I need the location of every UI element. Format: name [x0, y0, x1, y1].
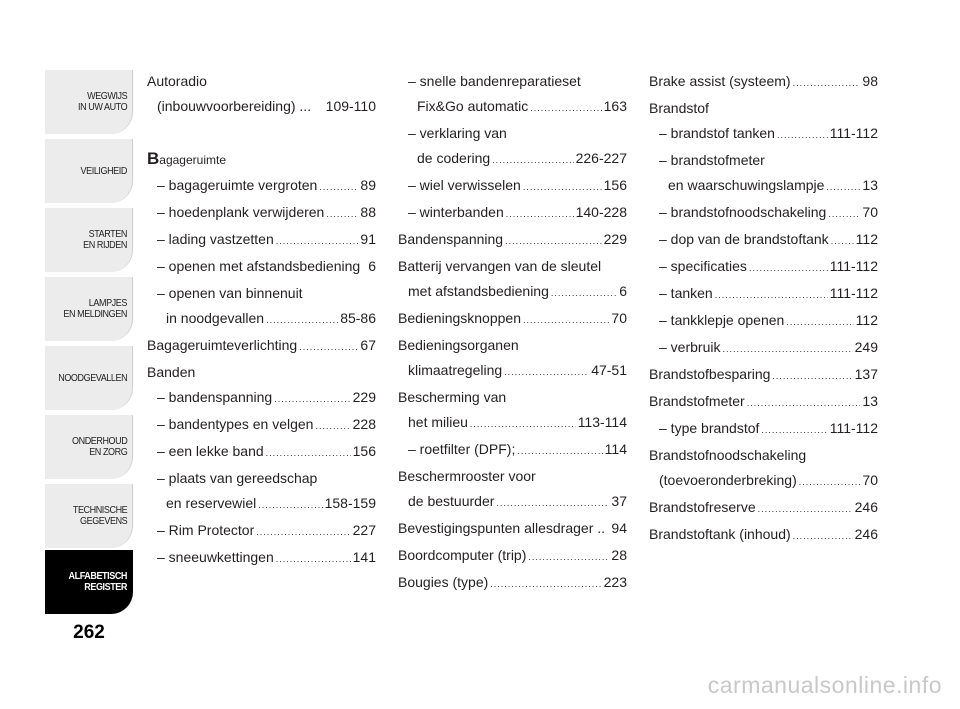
dot-leader — [276, 229, 359, 254]
dot-leader — [506, 202, 574, 227]
entry-label: – openen met afstandsbediening — [157, 258, 361, 274]
heading-initial: B — [147, 149, 160, 168]
index-entry[interactable] — [147, 200, 376, 227]
tab-onderhoud[interactable] — [45, 415, 133, 479]
entry-label: – brandstof tanken — [659, 125, 775, 141]
index-entry[interactable] — [649, 468, 878, 495]
dot-leader — [715, 283, 828, 308]
tab-label: TECHNISCHE GEGEVENS — [72, 504, 127, 527]
tab-label: LAMPJES EN MELDINGEN — [63, 297, 127, 320]
entry-label: Brandstofbesparing — [649, 366, 771, 382]
index-entry[interactable] — [649, 121, 878, 148]
entry-page-number: 113-114 — [577, 414, 627, 430]
dot-leader — [523, 175, 602, 200]
tab-wegwijs[interactable] — [45, 70, 133, 134]
tab-technische-gegevens[interactable] — [45, 484, 133, 548]
entry-page-number: 70 — [862, 472, 878, 488]
index-entry[interactable] — [147, 439, 376, 466]
entry-page-number: 89 — [360, 177, 376, 193]
index-entry[interactable] — [398, 227, 627, 254]
index-entry[interactable] — [649, 254, 878, 281]
index-entry[interactable] — [398, 94, 627, 121]
index-entry-text: – plaats van gereedschap — [157, 470, 318, 486]
dot-leader — [826, 175, 860, 200]
entry-page-number: 112 — [855, 231, 878, 247]
tab-label: WEGWIJS IN UW AUTO — [77, 90, 127, 113]
dot-leader — [490, 572, 601, 597]
tab-label: ONDERHOUD EN ZORG — [71, 435, 127, 458]
index-entry[interactable] — [649, 281, 878, 308]
entry-label: – Rim Protector — [157, 522, 255, 538]
index-entry[interactable] — [649, 522, 878, 549]
entry-label: – bandentypes en velgen — [157, 416, 314, 432]
dot-leader — [722, 337, 852, 362]
dot-leader — [258, 493, 322, 518]
index-entry[interactable] — [398, 146, 627, 173]
entry-label: Brake assist (systeem) — [649, 73, 791, 89]
tab-label: NOODGEVALLEN — [58, 371, 127, 384]
entry-page-number: 70 — [611, 310, 627, 326]
entry-label: – tanken — [659, 285, 713, 301]
dot-leader — [758, 497, 853, 522]
entry-page-number: 111-112 — [829, 125, 878, 141]
entry-page-number: 226-227 — [575, 150, 627, 166]
dot-leader — [747, 391, 861, 416]
dot-leader — [772, 364, 852, 389]
entry-page-number: 114 — [604, 441, 627, 457]
index-entry[interactable] — [147, 227, 376, 254]
entry-label: en waarschuwingslampje — [668, 177, 825, 193]
index-entry[interactable] — [398, 200, 627, 227]
entry-page-number: 85-86 — [340, 310, 376, 326]
dot-leader — [266, 308, 338, 333]
dot-leader — [496, 491, 609, 516]
dot-leader — [828, 202, 860, 227]
entry-label: Bedieningsknoppen — [398, 310, 521, 326]
index-entry[interactable] — [398, 543, 627, 570]
index-entry-text: Autoradio — [147, 73, 207, 89]
entry-label: – sneeuwkettingen — [157, 549, 274, 565]
index-entry[interactable] — [649, 362, 878, 389]
index-entry[interactable] — [147, 491, 376, 518]
index-entry[interactable] — [398, 306, 627, 333]
entry-label: – bagageruimte vergroten — [157, 177, 318, 193]
index-entry[interactable] — [649, 495, 878, 522]
index-entry[interactable] — [147, 173, 376, 200]
tab-noodgevallen[interactable] — [45, 346, 133, 410]
dot-leader — [528, 545, 609, 570]
tab-label: STARTEN EN RIJDEN — [83, 228, 127, 251]
dot-leader — [777, 123, 828, 148]
index-entry[interactable] — [398, 489, 627, 516]
index-column-2 — [398, 69, 627, 597]
index-column-1 — [147, 69, 376, 572]
entry-label: Bevestigingspunten allesdrager .. — [398, 520, 606, 536]
entry-page-number: 13 — [862, 177, 878, 193]
index-entry[interactable] — [147, 518, 376, 545]
index-entry[interactable] — [398, 279, 627, 306]
index-entry-text: Brandstofnoodschakeling — [649, 447, 807, 463]
dot-leader — [793, 71, 861, 96]
tab-label: ALFABETISCH REGISTER — [68, 570, 127, 593]
dot-leader — [504, 360, 589, 385]
tab-alfabetisch-register[interactable] — [45, 550, 133, 614]
index-entry[interactable] — [649, 416, 878, 443]
dot-leader — [299, 335, 358, 360]
entry-page-number: 111-112 — [829, 285, 878, 301]
dot-leader — [256, 520, 350, 545]
entry-label: met afstandsbediening — [408, 283, 549, 299]
entry-page-number: 156 — [603, 177, 627, 193]
entry-label: Fix&Go automatic — [417, 98, 529, 114]
entry-label: de bestuurder — [408, 493, 495, 509]
index-entry[interactable] — [649, 335, 878, 362]
entry-label: – een lekke band — [157, 443, 264, 459]
entry-label: – dop van de brandstoftank — [659, 231, 829, 247]
dot-leader — [530, 96, 601, 121]
entry-page-number: 227 — [352, 522, 376, 538]
index-entry[interactable] — [147, 545, 376, 572]
entry-page-number: 228 — [352, 416, 376, 432]
entry-label: Brandstoftank (inhoud) — [649, 526, 791, 542]
index-entry[interactable] — [147, 412, 376, 439]
entry-label: – verbruik — [659, 339, 721, 355]
entry-page-number: 98 — [862, 73, 878, 89]
entry-page-number: 37 — [611, 493, 627, 509]
dot-leader — [274, 387, 350, 412]
index-entry-text: – snelle bandenreparatieset — [408, 73, 581, 89]
dot-leader — [799, 470, 861, 495]
entry-label: – hoedenplank verwijderen — [157, 204, 325, 220]
heading-rest: agageruimte — [159, 153, 226, 167]
entry-page-number: 88 — [360, 204, 376, 220]
index-entry[interactable] — [649, 173, 878, 200]
entry-label: het milieu — [408, 414, 468, 430]
entry-page-number: 112 — [855, 312, 878, 328]
entry-label: – tankklepje openen — [659, 312, 785, 328]
page-number: 262 — [73, 622, 105, 643]
entry-page-number: 246 — [854, 499, 878, 515]
entry-label: en reservewiel — [166, 495, 257, 511]
index-entry-text: – verklaring van — [408, 125, 507, 141]
dot-leader — [523, 308, 609, 333]
tab-lampjes[interactable] — [45, 277, 133, 341]
dot-leader — [470, 412, 576, 437]
index-entry-text: Banden — [147, 364, 196, 380]
index-entry[interactable] — [147, 254, 376, 281]
index-entry[interactable] — [649, 200, 878, 227]
entry-label: Boordcomputer (trip) — [398, 547, 527, 563]
entry-label: de codering — [417, 150, 491, 166]
entry-page-number: 223 — [603, 574, 627, 590]
index-entry-text: Bescherming van — [398, 389, 507, 405]
entry-page-number: 13 — [862, 393, 878, 409]
dot-leader — [749, 256, 828, 281]
watermark: carmanualsonline.info — [707, 672, 942, 698]
entry-page-number: 158-159 — [324, 495, 376, 511]
entry-label: (toevoeronderbreking) — [659, 472, 797, 488]
entry-page-number: 111-112 — [829, 420, 878, 436]
entry-page-number: 94 — [611, 520, 627, 536]
index-entry[interactable] — [147, 385, 376, 412]
dot-leader — [551, 281, 617, 306]
entry-page-number: 28 — [611, 547, 627, 563]
entry-label: Bandenspanning — [398, 231, 504, 247]
index-entry[interactable] — [398, 410, 627, 437]
index-entry-text: Beschermrooster voor — [398, 468, 536, 484]
entry-page-number: 91 — [360, 231, 376, 247]
tab-starten[interactable] — [45, 208, 133, 272]
index-entry[interactable] — [398, 173, 627, 200]
index-entry[interactable] — [147, 94, 376, 121]
entry-page-number: 111-112 — [829, 258, 878, 274]
index-entry[interactable] — [398, 437, 627, 464]
index-entry-text: Bedieningsorganen — [398, 337, 519, 353]
dot-leader — [319, 175, 358, 200]
entry-page-number: 229 — [603, 231, 627, 247]
index-entry[interactable] — [649, 389, 878, 416]
dot-leader — [326, 202, 358, 227]
tab-veiligheid[interactable] — [45, 139, 133, 203]
entry-page-number: 137 — [854, 366, 878, 382]
entry-label: – brandstofnoodschakeling — [659, 204, 827, 220]
index-entry[interactable] — [649, 227, 878, 254]
dot-leader — [492, 148, 573, 173]
tab-label: VEILIGHEID — [80, 164, 127, 177]
dot-leader — [276, 547, 351, 572]
entry-label: (inbouwvoorbereiding) ... — [157, 98, 312, 114]
entry-label: – specificaties — [659, 258, 747, 274]
index-entry[interactable] — [398, 516, 627, 543]
entry-page-number: 156 — [352, 443, 376, 459]
entry-label: – lading vastzetten — [157, 231, 274, 247]
entry-label: – wiel verwisselen — [408, 177, 521, 193]
entry-label: – winterbanden — [408, 204, 504, 220]
dot-leader — [505, 229, 602, 254]
index-entry[interactable] — [147, 333, 376, 360]
entry-page-number: 6 — [368, 258, 376, 274]
dot-leader — [315, 414, 350, 439]
index-entry[interactable] — [147, 306, 376, 333]
entry-label: Bagageruimteverlichting — [147, 337, 298, 353]
letter-heading — [147, 146, 376, 173]
index-entry[interactable] — [649, 69, 878, 96]
dot-leader — [831, 229, 854, 254]
index-entry-text: – brandstofmeter — [659, 152, 765, 168]
entry-page-number: 246 — [854, 526, 878, 542]
index-column-3 — [649, 69, 878, 549]
dot-leader — [517, 439, 602, 464]
index-entry[interactable] — [398, 358, 627, 385]
spacer — [147, 121, 376, 146]
entry-label: – roetfilter (DPF); — [408, 441, 516, 457]
entry-label: Brandstofmeter — [649, 393, 745, 409]
index-entry-text: Brandstof — [649, 100, 709, 116]
entry-label: – type brandstof — [659, 420, 760, 436]
entry-page-number: 229 — [352, 389, 376, 405]
dot-leader — [786, 310, 853, 335]
entry-label: – bandenspanning — [157, 389, 273, 405]
entry-page-number: 163 — [603, 98, 627, 114]
entry-page-number: 249 — [854, 339, 878, 355]
entry-page-number: 47-51 — [591, 362, 627, 378]
entry-page-number: 109-110 — [325, 98, 376, 114]
entry-label: in noodgevallen — [166, 310, 265, 326]
entry-page-number: 141 — [352, 549, 376, 565]
entry-page-number: 6 — [619, 283, 627, 299]
entry-page-number: 70 — [862, 204, 878, 220]
dot-leader — [793, 524, 853, 549]
dot-leader — [266, 441, 351, 466]
entry-page-number: 140-228 — [575, 204, 627, 220]
dot-leader — [761, 418, 827, 443]
index-entry[interactable] — [649, 308, 878, 335]
index-entry-text: Batterij vervangen van de sleutel — [398, 258, 602, 274]
entry-label: klimaatregeling — [408, 362, 503, 378]
index-entry[interactable] — [398, 570, 627, 597]
entry-label: Bougies (type) — [398, 574, 489, 590]
index-entry-text: – openen van binnenuit — [157, 285, 303, 301]
entry-page-number: 67 — [360, 337, 376, 353]
entry-label: Brandstofreserve — [649, 499, 756, 515]
